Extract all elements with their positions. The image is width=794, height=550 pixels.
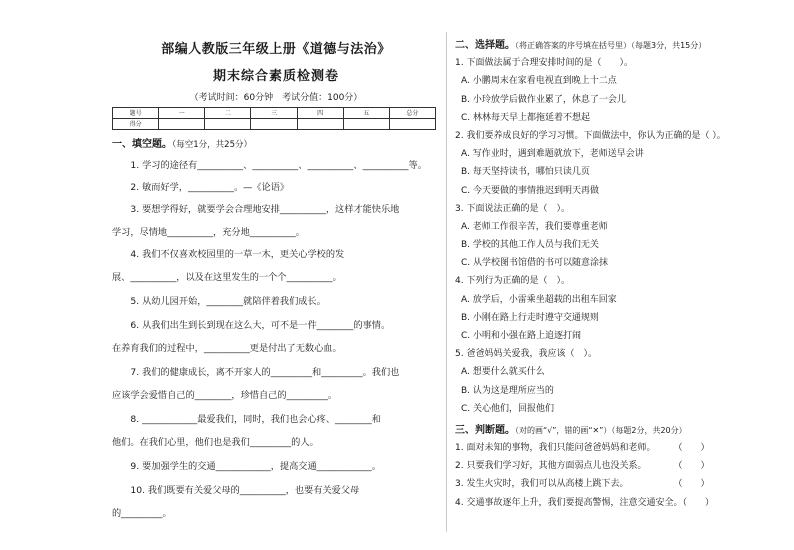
score-cell: 得分 [113,119,159,130]
choice-question: 2. 我们要养成良好的学习习惯。下面做法中，你认为正确的是（ ）。 [455,130,726,141]
score-cell: 总分 [389,108,435,119]
fill-question: 7. 我们的健康成长，离不开家人的_________和_________。我们也 [130,367,400,378]
section3-heading [455,421,794,436]
fill-question: 4. 我们不仅喜欢校园里的一草一木，更关心学校的发 [130,249,345,260]
exam-title: 部编人教版三年级上册《道德与法治》 [161,42,391,57]
choice-option: B. 每天坚持读书，哪怕只读几页 [461,167,590,178]
fill-question-continued: 应该学会爱惜自己的________，珍惜自己的_________。 [112,390,338,401]
fill-question: 8. ____________最爱我们，同时，我们也会心疼、________和 [130,414,381,425]
choice-question: 4. 下列行为正确的是（ ）。 [455,276,570,287]
section3-note: （对的画“√”，错的画“✕”）（每题2分，共20分） [515,425,687,435]
column-divider [446,32,447,532]
score-input-cell[interactable] [343,119,389,130]
judge-question: 2. 只要我们学习好，其他方面弱点儿也没关系。 （ ） [455,461,710,472]
section1-title: 一、填空题。 [112,139,172,150]
score-cell: 五 [343,108,389,119]
section2-title: 二、选择题。 [455,40,515,51]
section2-heading [455,36,794,51]
fill-question-continued: 的_________。 [112,508,172,519]
fill-question-continued: 展、__________，以及在这里发生的一个个__________。 [112,272,342,283]
choice-question: 1. 下面做法属于合理安排时间的是（ ）。 [455,58,633,69]
judge-question: 3. 发生火灾时，我们可以从高楼上跳下去。 （ ） [455,479,710,490]
score-cell: 三 [251,108,297,119]
fill-question-continued: 他们。在我们心里，他们也是我们_________的人。 [112,437,319,448]
score-input-cell[interactable] [297,119,343,130]
fill-question: 10. 我们既要有关爱父母的__________，也要有关爱父母 [130,485,360,496]
score-input-cell[interactable] [251,119,297,130]
choice-option: A. 放学后，小雷乘坐超载的出租车回家 [461,294,617,305]
score-input-cell[interactable] [159,119,205,130]
fill-question: 1. 学习的途径有__________、__________、__________、__________等。 [130,160,427,171]
choice-option: A. 想要什么就买什么 [461,367,545,378]
choice-option: A. 写作业时，遇到难题就放下，老师送早会讲 [461,149,644,160]
section1-note: （每空1分，共25分） [172,140,252,150]
section2-note: （将正确答案的序号填在括号里）（每题3分，共15分） [515,41,707,50]
choice-question: 5. 爸爸妈妈关爱我，我应该（ ）。 [455,349,597,360]
fill-question: 2. 敏而好学，__________。—《论语》 [130,182,290,193]
fill-question: 5. 从幼儿园开始，________就陪伴着我们成长。 [130,296,326,307]
choice-option: C. 今天要做的事情推迟到明天再做 [461,185,600,196]
judge-question: 4. 交通事故逐年上升，我们要提高警惕，注意交通安全。（ ） [455,497,714,508]
right-column [455,36,794,509]
section1-heading [112,135,440,150]
exam-info: （考试时间：60分钟 考试分值：100分） [189,93,363,103]
score-table [112,107,436,130]
choice-option: C. 小明和小强在路上追逐打闹 [461,331,582,341]
choice-option: B. 学校的其他工作人员与我们无关 [461,240,599,251]
judge-question: 1. 面对未知的事物，我们只能问爸爸妈妈和老师。 （ ） [455,442,710,453]
choice-option: C. 关心他们，回报他们 [461,403,555,414]
choice-option: B. 小玲放学后做作业累了，休息了一会儿 [461,94,626,105]
fill-question: 9. 要加强学生的交通____________，提高交通____________。 [130,461,381,472]
score-table-score-row [113,119,436,130]
score-cell: 二 [205,108,251,119]
score-table-header-row [113,108,436,119]
score-input-cell[interactable] [205,119,251,130]
fill-question: 6. 从我们出生到长到现在这么大，可不是一件________的事情。 [130,320,391,331]
choice-option: A. 小鹏周末在家看电视直到晚上十二点 [461,76,617,87]
choice-option: B. 小刚在路上行走时遵守交通规则 [461,312,599,323]
fill-question-continued: 学习，尽情地__________，充分地__________。 [112,227,305,238]
choice-option: B. 认为这是理所应当的 [461,385,554,396]
fill-question-continued: 在养育我们的过程中，__________更是付出了无数心血。 [112,343,342,354]
score-input-cell[interactable] [389,119,435,130]
exam-subtitle: 期末综合素质检测卷 [212,69,339,84]
choice-option: C. 林林每天早上都拖延着不想起 [461,112,591,123]
score-cell: 四 [297,108,343,119]
choice-option: A. 老师工作很辛苦，我们要尊重老师 [461,221,608,232]
score-cell: 一 [159,108,205,119]
section3-title: 三、判断题。 [455,424,515,436]
score-cell: 题号 [113,108,159,119]
choice-question: 3. 下面说法正确的是（ ）。 [455,203,570,214]
fill-question: 3. 要想学得好，就要学会合理地安排__________，这样才能快乐地 [130,204,400,215]
left-column [112,30,440,520]
choice-option: C. 从学校图书馆借的书可以随意涂抹 [461,258,609,269]
